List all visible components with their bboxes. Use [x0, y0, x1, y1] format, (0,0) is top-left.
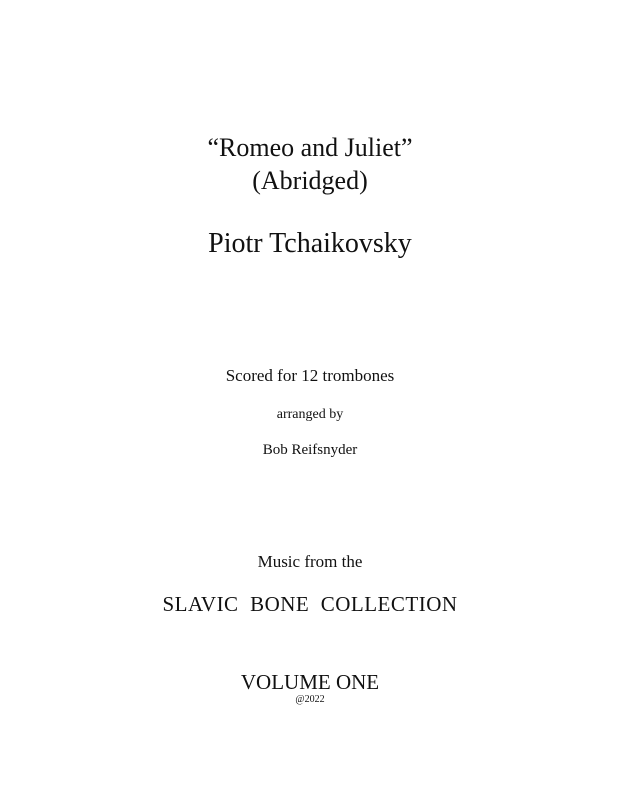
collection-intro: Music from the — [257, 552, 363, 571]
volume-label: VOLUME ONE — [240, 670, 380, 694]
title-line-2: (Abridged) — [252, 166, 368, 195]
composer-name: Piotr Tchaikovsky — [208, 228, 412, 259]
copyright-notice: @2022 — [295, 694, 325, 705]
arranger-name: Bob Reifsnyder — [262, 442, 358, 458]
title-line-1: “Romeo and Juliet” — [207, 133, 413, 162]
collection-name: SLAVIC BONE COLLECTION — [162, 592, 458, 616]
scoring-text: Scored for 12 trombones — [225, 366, 395, 385]
arranged-by-label: arranged by — [276, 407, 344, 422]
